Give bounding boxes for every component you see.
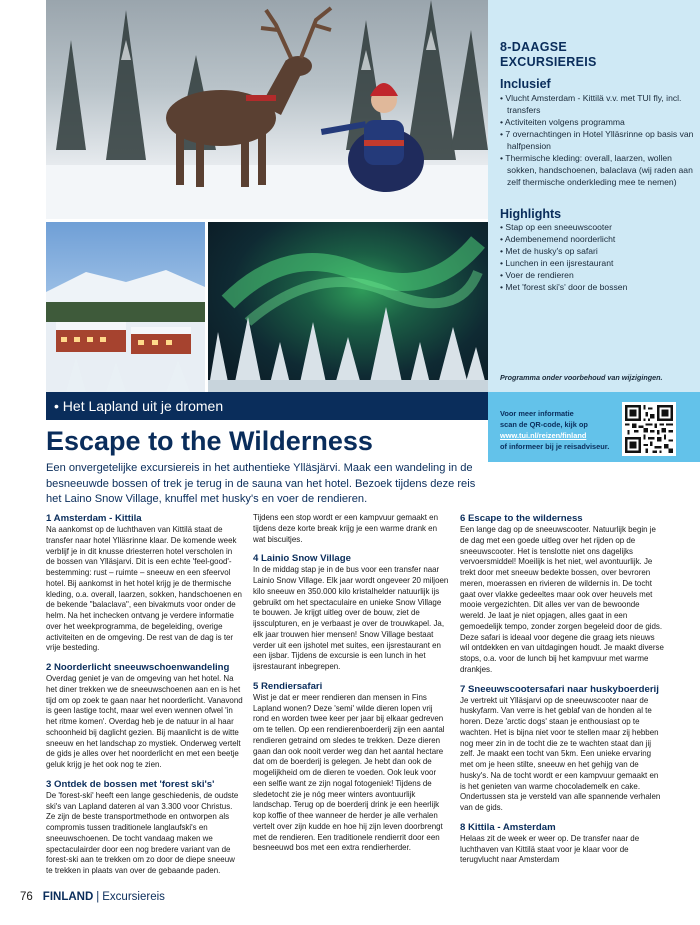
day-1-title: 1 Amsterdam - Kittila xyxy=(46,513,142,524)
day-8-text: Helaas zit de week er weer op. De transfer naar de luchthaven van Kittilä staat voor je klaar voor de terugvlucht naar Amsterdam xyxy=(460,833,640,865)
day-1-text: Na aankomst op de luchthaven van Kittilä staat de transfer naar hotel Ylläsrinne klaar. De komende week verblijf je in dit knusse driesterren hotel verscholen in de bossen van Ylläsjarvi. Dit is een echte 'feel-good'-bestemming: rust – ruimte – sneeuw en een sfeervol hotel. Bij aankomst in het hotel krijg je de thermische kleding, o.a. overall, laarzen, sokken, handschoenen en de bekende "balaclava", een bivakmuts voor onder de helm. Na het inchecken ontvang je verdere informatie over het weekprogramma, de begeleiding, overige activiteiten en de omgeving. De rest van de dag is ter vrije besteding. xyxy=(46,525,242,653)
footer-separator: | xyxy=(96,891,100,903)
day-2-text: Overdag geniet je van de omgeving van het hotel. Na het diner trekken we de sneeuwschoenen aan en is het tijd om op zoek te gaan naar het noorderlicht. Vanavond is geen lastige tocht, maar wel even wennen ofwel 'in het ritme komen'. Overdag heb je de natuur in al haar schoonheid bij daglicht gezien. Bij maanlicht is de witte sneeuw en het landschap zo mystiek. Onderweg vertelt de gids je alles over het noorderlicht en met een beetje geluk krijg je het ook nog te zien. xyxy=(46,674,243,769)
qr-info-text: Voor meer informatie scan de QR-code, kijk op www.tui.nl/reizen/finland of informeer bij je reisadviseur. xyxy=(500,409,610,451)
intro-paragraph: Een onvergetelijke excursiereis in het authentieke Ylläsjärvi. Maak een wandeling in de besneeuwde bossen of trek je terug in de sauna van het hotel. Bezoek tijdens deze reis het Laino Snow Village, knuffel met husky's en voer de rendieren. xyxy=(46,462,476,505)
list-item: • Stap op een sneeuwscooter xyxy=(500,222,612,232)
highlights-title: Highlights xyxy=(500,207,562,221)
list-item: • Adembenemend noorderlicht xyxy=(500,234,616,244)
day-5-title: 5 Rendiersafari xyxy=(253,680,323,692)
day-7-text: Je vertrekt uit Ylläsjarvi op de sneeuwscooter naar de huskyfarm. Van verre is het geblaf van de honden al te horen. Deze 'arctic dogs' staan je enthousiast op te wachten. Het is bijna niet voor te stellen maar zij hebben nog meer zin in de tocht die ze te wachten staat dan jij zelf. Je maakt een tocht van 5km. Een unieke ervaring met om je heen stilte, sneeuw en het gehijg van de husky's. Na de tocht wordt er een kampvuur gemaakt en is het genieten van warme chocolademelk en cake. Ondertussen sta je versteld van alle spannende verhalen van de gids. xyxy=(460,695,661,812)
itinerary-column-2 xyxy=(253,513,450,862)
trip-type-heading: 8-DAAGSE EXCURSIEREIS xyxy=(500,40,597,69)
footer-country: FINLAND xyxy=(42,891,94,903)
day-6-title: 6 Escape to the wilderness xyxy=(460,513,583,524)
list-item: • Met de husky's op safari xyxy=(500,246,598,256)
day-3-text: De 'forest-ski' heeft een lange geschiedenis, de oudste ski's van Lapland dateren al van 3.300 voor Christus. Ze zijn de beste transportmethode en ontworpen als compromis tussen traditionele langlaufski's en sneeuwschoenen. De tocht vandaag maken we spectaculairder door een nog bredere variant van de forest-ski aan te trekken om zo door de diepe sneeuw te trekken in plaats van over de gebaande paden. xyxy=(46,790,239,875)
northern-lights-photo xyxy=(208,222,488,392)
list-item: • Activiteiten volgens programma xyxy=(500,117,625,127)
day-3-title: 3 Ontdek de bossen met 'forest ski's' xyxy=(46,778,215,790)
hotel-photo xyxy=(46,222,205,392)
tui-link[interactable]: www.tui.nl/reizen/finland xyxy=(500,431,587,440)
program-disclaimer: Programma onder voorbehoud van wijzigingen. xyxy=(500,373,663,382)
inclusief-list xyxy=(500,92,696,188)
banner-text: • Het Lapland uit je dromen xyxy=(54,398,224,414)
highlights-list xyxy=(500,221,696,293)
day-3-text-continued: Tijdens een stop wordt er een kampvuur gemaakt en tijdens deze korte break krijg je een warme drank en wat biscuitjes. xyxy=(253,513,439,544)
list-item: • 7 overnachtingen in Hotel Ylläsrinne op basis van halfpension xyxy=(500,129,694,151)
reindeer-photo xyxy=(46,0,488,219)
itinerary-column-3 xyxy=(460,513,666,874)
list-item: • Lunchen in een ijsrestaurant xyxy=(500,258,614,268)
page-number: 76 xyxy=(20,891,33,903)
inclusief-title: Inclusief xyxy=(500,77,551,91)
day-4-title: 4 Lainio Snow Village xyxy=(253,553,351,565)
list-item: • Met 'forest ski's' door de bossen xyxy=(500,282,628,292)
list-item: • Thermische kleding: overall, laarzen, wollen sokken, handschoenen, balaclava (wij raden aan zelf thermische onderkleding mee te nemen) xyxy=(500,153,693,187)
list-item: • Voer de rendieren xyxy=(500,270,574,280)
list-item: • Vlucht Amsterdam - Kittilä v.v. met TUI fly, incl. transfers xyxy=(500,93,682,115)
day-7-title: 7 Sneeuwscootersafari naar huskyboerderij xyxy=(460,683,659,695)
day-8-title: 8 Kittila - Amsterdam xyxy=(460,821,556,833)
qr-code-icon[interactable] xyxy=(622,402,676,456)
day-4-text: In de middag stap je in de bus voor een transfer naar Lainio Snow Village. Elk jaar wordt ongeveer 20 miljoen kilo sneeuw en 350.000 kilo kristalhelder natuurlijk ijs gebruikt om het spectaculaire en unieke Snow Village te bouwen. Je krijgt uitleg over de bouw, ziet de ijssculpturen, en je verbaast je over de trouwkapel. Ja, elk jaar trouwen hier mensen! Snow Village bestaat verder uit een ijshotel met suites, een ijsrestaurant en een ijsbar. Tijdens de excursie is een lunch in het ijsrestaurant inbegrepen. xyxy=(253,565,449,671)
page-footer xyxy=(20,891,165,903)
day-6-text: Een lange dag op de sneeuwscooter. Natuurlijk begin je de dag met een goede uitleg over het rijden op de sneeuwscooter. Het is tenslotte niet ons dagelijks vervoersmiddel! Moeilijk is het niet, wel avontuurlijk. Je trekt door met sneeuw bedekte bossen, over bevroren meren, moerassen en rivieren de wildernis in. De tocht gaat over vlakke gedeeltes maar ook over heuvels met mooie vergezichten. Dit alles ver van de bewoonde wereld. Je laat je niet opjagen, alles gaat in een gemoedelijk tempo, zonder zorgen begeleid door de gids. Deze safari is ideaal voor degene die graag iets nieuws wil ontdekken en van uitdagingen houdt. Je maakt diverse stops, o.a. voor de lunch bij het kampvuur met warme drankjes. xyxy=(460,525,664,674)
day-5-text: Wist je dat er meer rendieren dan mensen in Fins Lapland wonen? Deze 'semi' wilde dieren lopen vrij rond en worden twee keer per jaar bij elkaar gedreven om te tellen. Op een rendierenboerderij zijn een aantal rendieren getraind om sledes te trekken. Deze dieren gaan dan ook nooit verder weg dan het aantal hectare dat om de boerderij is gelegen. Je hebt dan ook de mogelijkheid om de dieren te voeden. Ook leuk voor een selfie want ze zijn nogal fotogeniek! Tijdens de sledetocht zie je nóg meer winters avontuurlijk landschap. Terug op de boerderij drink je een heerlijk kop koffie of thee wanneer de herder je alle verhalen vertelt over zijn kudde en hoe hij zijn leven doorbrengt met de rendieren. Een traditionele rendierrit door een besneeuwd bos met een extra rendierherder. xyxy=(253,692,445,853)
day-2-title: 2 Noorderlicht sneeuwschoenwandeling xyxy=(46,662,230,673)
footer-section: Excursiereis xyxy=(102,891,165,903)
page-title: Escape to the Wilderness xyxy=(46,426,373,456)
itinerary-column-1 xyxy=(46,513,243,885)
